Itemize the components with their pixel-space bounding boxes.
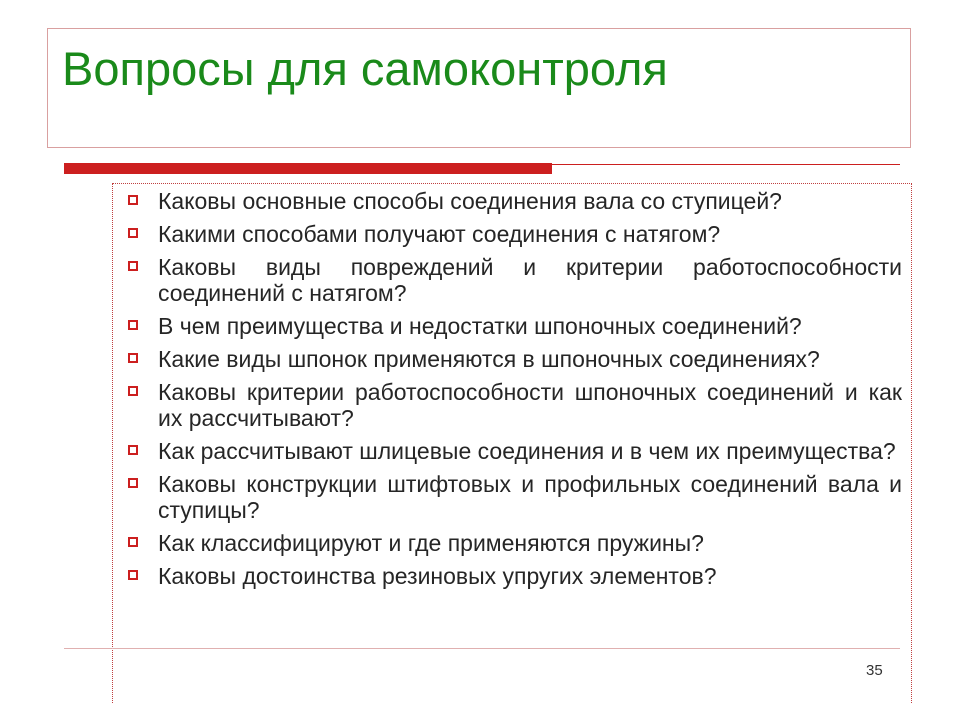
square-bullet-icon [128, 478, 138, 488]
square-bullet-icon [128, 320, 138, 330]
list-item [126, 438, 902, 464]
question-list [126, 188, 902, 596]
square-bullet-icon [128, 570, 138, 580]
question-text: Каковы основные способы соединения вала со ступицей? [158, 188, 782, 214]
list-item [126, 563, 902, 589]
question-text: Каковы критерии работоспособности шпоночных соединений и как их рассчитывают? [158, 379, 902, 431]
square-bullet-icon [128, 445, 138, 455]
list-item [126, 471, 902, 523]
question-text: Какие виды шпонок применяются в шпоночных соединениях? [158, 346, 820, 372]
square-bullet-icon [128, 228, 138, 238]
list-item [126, 313, 902, 339]
question-text: Какими способами получают соединения с натягом? [158, 221, 721, 247]
list-item [126, 254, 902, 306]
page-number: 35 [866, 662, 883, 679]
slide-title: Вопросы для самоконтроля [62, 42, 668, 95]
square-bullet-icon [128, 261, 138, 271]
accent-bar [64, 163, 552, 174]
list-item [126, 188, 902, 214]
square-bullet-icon [128, 386, 138, 396]
square-bullet-icon [128, 353, 138, 363]
list-item [126, 346, 902, 372]
question-text: Каковы виды повреждений и критерии работоспособности соединений с натягом? [158, 254, 902, 306]
list-item [126, 221, 902, 247]
title-box [47, 28, 911, 148]
square-bullet-icon [128, 537, 138, 547]
question-text: В чем преимущества и недостатки шпоночных соединений? [158, 313, 802, 339]
question-text: Как рассчитывают шлицевые соединения и в чем их преимущества? [158, 438, 896, 464]
footer-divider [64, 648, 900, 649]
question-text: Как классифицируют и где применяются пружины? [158, 530, 704, 556]
list-item [126, 530, 902, 556]
question-text: Каковы конструкции штифтовых и профильных соединений вала и ступицы? [158, 471, 902, 523]
list-item [126, 379, 902, 431]
question-text: Каковы достоинства резиновых упругих элементов? [158, 563, 717, 589]
square-bullet-icon [128, 195, 138, 205]
